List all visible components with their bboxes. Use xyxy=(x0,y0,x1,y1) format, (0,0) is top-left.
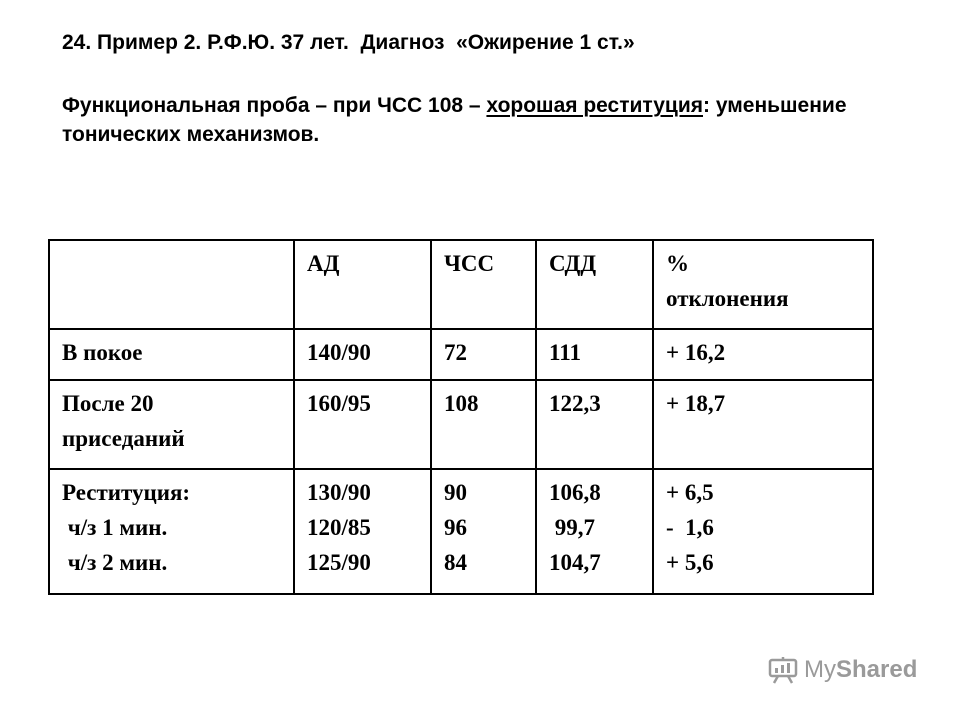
header-cell-ad: АД xyxy=(294,240,431,329)
cell-chss: 108 xyxy=(431,380,536,469)
cell-ad: 140/90 xyxy=(294,329,431,380)
row-label: В покое xyxy=(49,329,294,380)
cell-deviation: + 16,2 xyxy=(653,329,873,380)
table-header-row xyxy=(49,240,873,329)
header-cell-sdd: СДД xyxy=(536,240,653,329)
data-table xyxy=(48,239,874,595)
myshared-watermark xyxy=(768,656,917,684)
cell-ad: 160/95 xyxy=(294,380,431,469)
cell-ad: 130/90 120/85 125/90 xyxy=(294,469,431,594)
cell-deviation: + 18,7 xyxy=(653,380,873,469)
intro-text-start: Функциональная проба – при ЧСС 108 – xyxy=(62,94,487,117)
cell-chss: 72 xyxy=(431,329,536,380)
intro-text xyxy=(62,91,922,149)
watermark-my: My xyxy=(804,656,836,683)
cell-chss: 90 96 84 xyxy=(431,469,536,594)
cell-deviation: + 6,5 - 1,6 + 5,6 xyxy=(653,469,873,594)
header-cell-deviation: % отклонения xyxy=(653,240,873,329)
table-row xyxy=(49,469,873,594)
row-label: После 20 приседаний xyxy=(49,380,294,469)
table-row xyxy=(49,329,873,380)
table-row xyxy=(49,380,873,469)
header-cell-empty xyxy=(49,240,294,329)
cell-sdd: 122,3 xyxy=(536,380,653,469)
slide-title: 24. Пример 2. Р.Ф.Ю. 37 лет. Диагноз «Ожирение 1 ст.» xyxy=(62,31,635,54)
presentation-board-icon xyxy=(768,656,798,684)
intro-underlined-phrase: хорошая реституция xyxy=(486,94,703,117)
watermark-shared: Shared xyxy=(836,656,918,683)
header-cell-chss: ЧСС xyxy=(431,240,536,329)
intro-text-end: : уменьшение тонических механизмов. xyxy=(62,94,847,146)
row-label: Реституция: ч/з 1 мин. ч/з 2 мин. xyxy=(49,469,294,594)
cell-sdd: 111 xyxy=(536,329,653,380)
cell-sdd: 106,8 99,7 104,7 xyxy=(536,469,653,594)
